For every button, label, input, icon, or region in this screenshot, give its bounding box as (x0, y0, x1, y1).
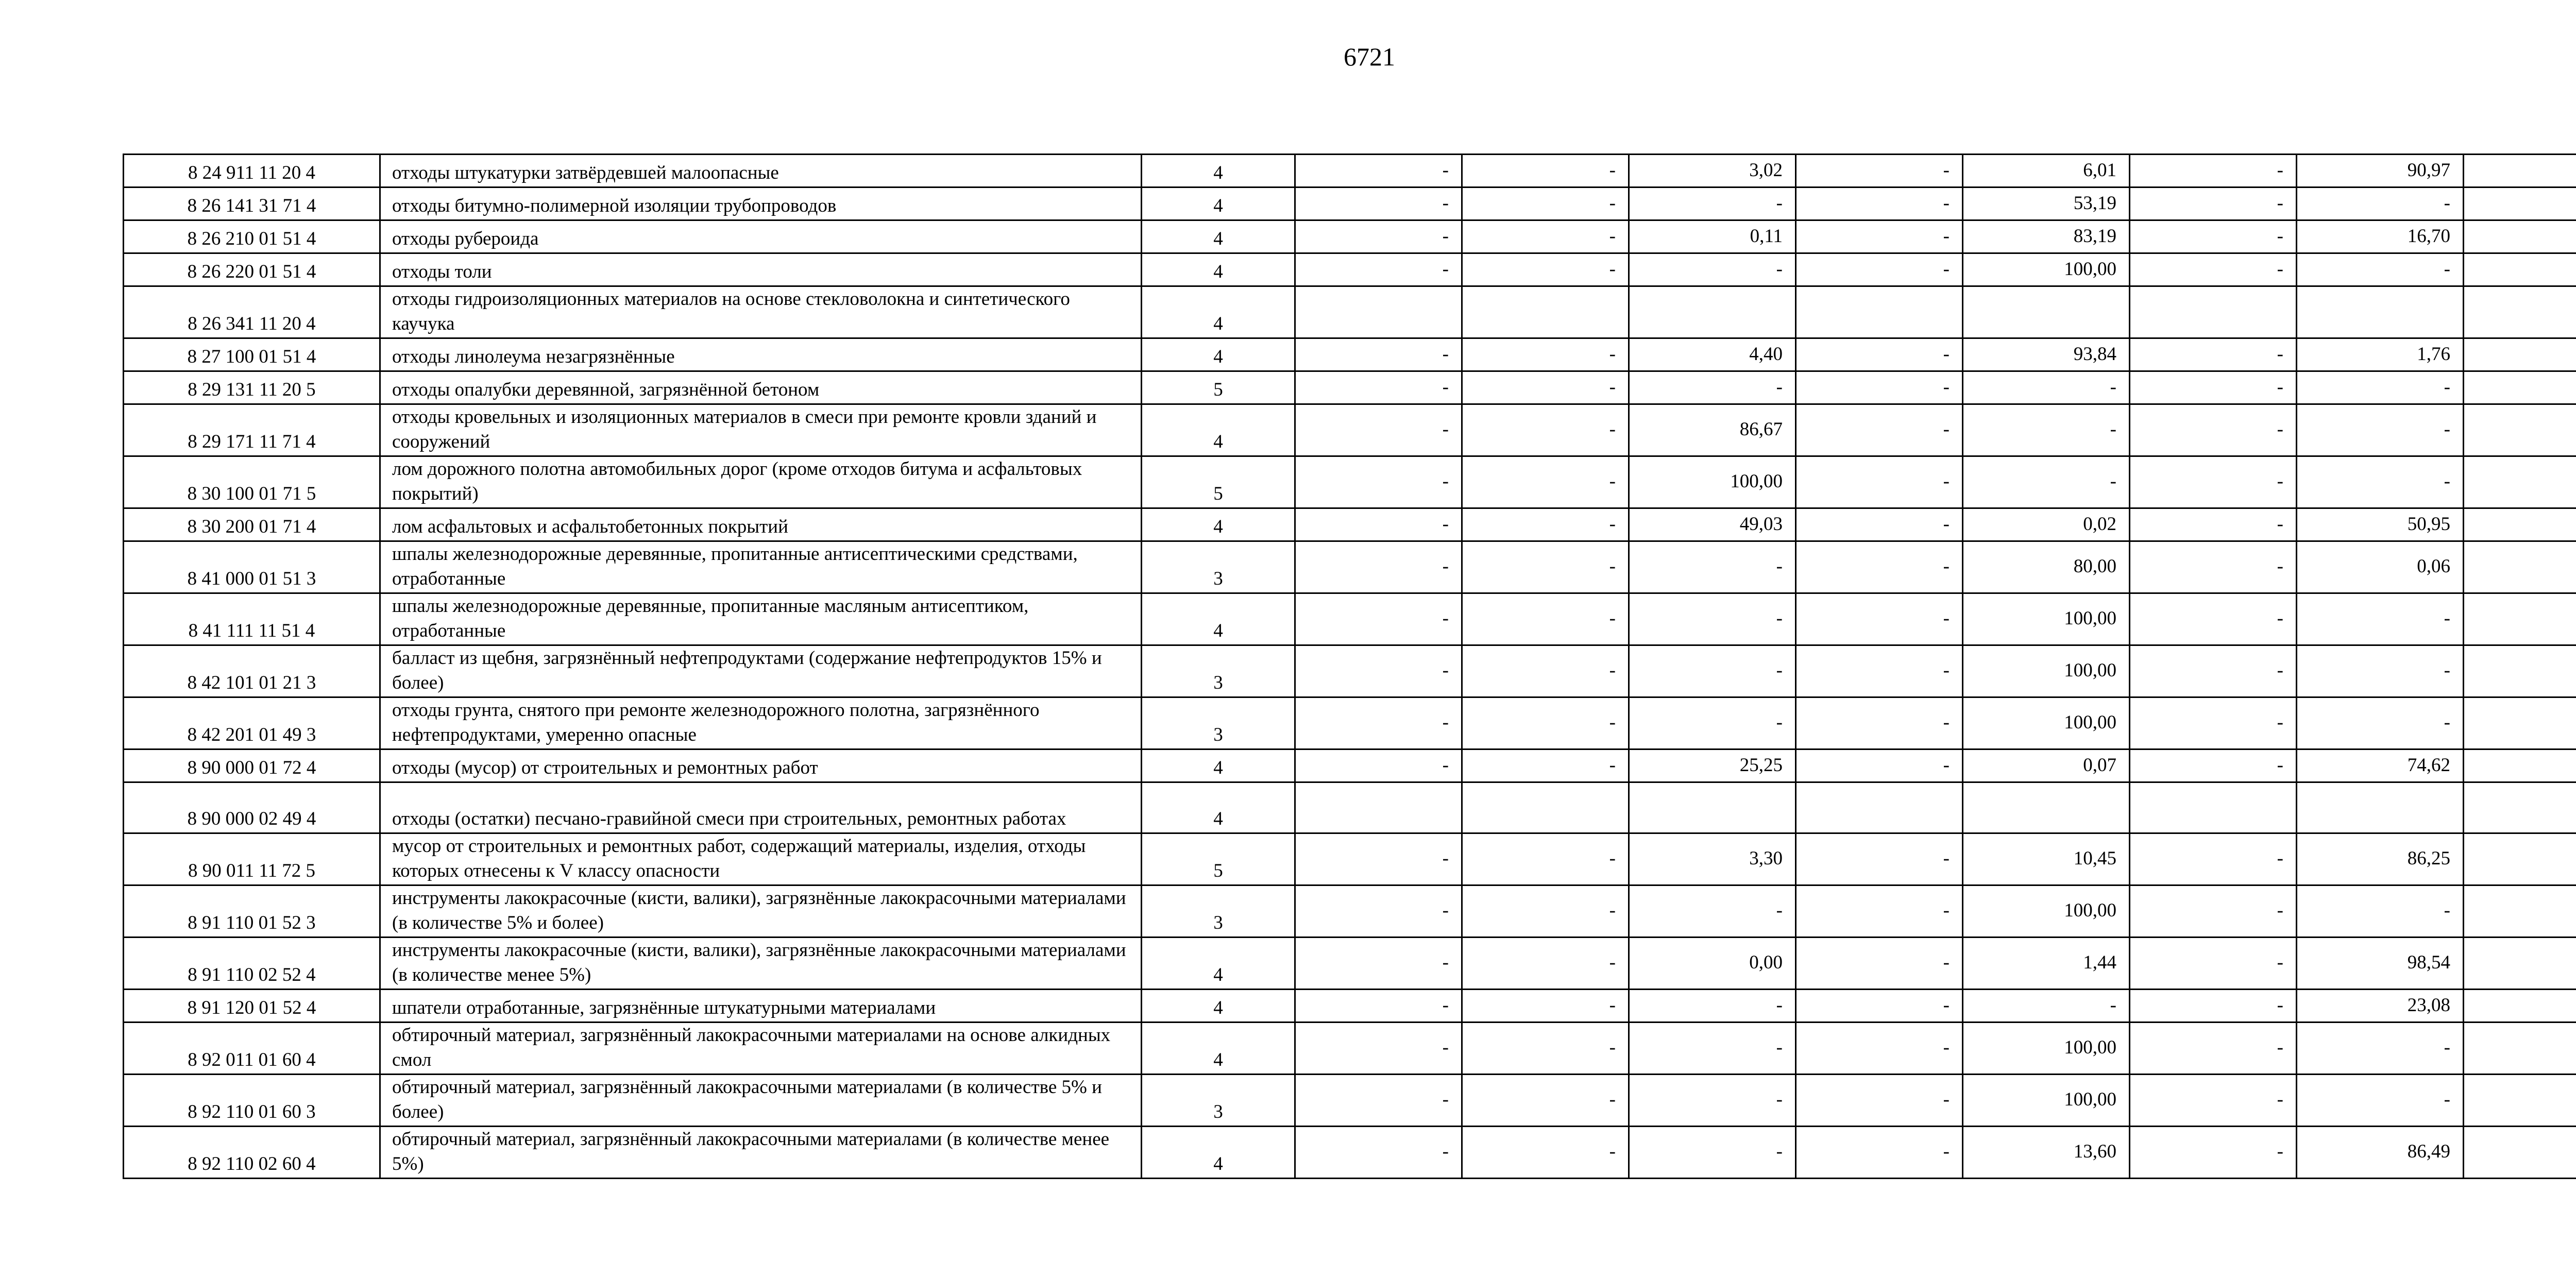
hazard-class-cell: 5 (1142, 456, 1295, 508)
value-cell-5: 100,00 (1963, 593, 2130, 645)
value-cell-6: - (2130, 508, 2297, 541)
value-cell-7: 1,76 (2297, 338, 2464, 371)
value-cell-8 (2464, 404, 2576, 456)
waste-code-cell: 8 27 100 01 51 4 (124, 338, 380, 371)
value-cell-5: 10,45 (1963, 833, 2130, 885)
waste-code-cell: 8 42 101 01 21 3 (124, 645, 380, 697)
value-cell-6: - (2130, 541, 2297, 593)
value-cell-6 (2130, 286, 2297, 338)
value-cell-3: 3,02 (1629, 155, 1796, 188)
value-cell-3: - (1629, 1075, 1796, 1127)
value-cell-1: - (1295, 404, 1462, 456)
value-cell-1: - (1295, 645, 1462, 697)
hazard-class-cell: 3 (1142, 645, 1295, 697)
table-row (124, 371, 2576, 404)
value-cell-4: - (1796, 749, 1963, 782)
table-row (124, 885, 2576, 938)
value-cell-2: - (1462, 338, 1629, 371)
hazard-class-cell: 4 (1142, 508, 1295, 541)
value-cell-5: 100,00 (1963, 885, 2130, 938)
hazard-class-cell: 4 (1142, 990, 1295, 1023)
value-cell-6: - (2130, 155, 2297, 188)
value-cell-5: 100,00 (1963, 697, 2130, 749)
value-cell-8 (2464, 188, 2576, 220)
value-cell-6: - (2130, 885, 2297, 938)
value-cell-7: - (2297, 1023, 2464, 1075)
waste-name-cell: шпалы железнодорожные деревянные, пропитанные антисептическими средствами, отработанные (380, 541, 1142, 593)
value-cell-3: - (1629, 593, 1796, 645)
value-cell-8 (2464, 885, 2576, 938)
value-cell-7: - (2297, 404, 2464, 456)
value-cell-1: - (1295, 938, 1462, 990)
value-cell-4: - (1796, 593, 1963, 645)
waste-name-cell: балласт из щебня, загрязнённый нефтепродуктами (содержание нефтепродуктов 15% и более) (380, 645, 1142, 697)
value-cell-2: - (1462, 833, 1629, 885)
value-cell-1: - (1295, 456, 1462, 508)
value-cell-8 (2464, 697, 2576, 749)
waste-name-cell: отходы гидроизоляционных материалов на основе стекловолокна и синтетического каучука (380, 286, 1142, 338)
hazard-class-cell: 4 (1142, 782, 1295, 833)
value-cell-5: 1,44 (1963, 938, 2130, 990)
value-cell-8 (2464, 286, 2576, 338)
value-cell-5: 6,01 (1963, 155, 2130, 188)
value-cell-4: - (1796, 833, 1963, 885)
value-cell-2 (1462, 782, 1629, 833)
value-cell-3: 3,30 (1629, 833, 1796, 885)
table-row (124, 338, 2576, 371)
waste-name-cell: обтирочный материал, загрязнённый лакокрасочными материалами на основе алкидных смол (380, 1023, 1142, 1075)
waste-code-cell: 8 91 110 02 52 4 (124, 938, 380, 990)
hazard-class-cell: 4 (1142, 338, 1295, 371)
value-cell-2: - (1462, 371, 1629, 404)
value-cell-4: - (1796, 220, 1963, 253)
value-cell-4 (1796, 286, 1963, 338)
value-cell-7: - (2297, 1075, 2464, 1127)
value-cell-4: - (1796, 885, 1963, 938)
hazard-class-cell: 3 (1142, 885, 1295, 938)
value-cell-1: - (1295, 697, 1462, 749)
waste-name-cell: отходы толи (380, 253, 1142, 286)
value-cell-6: - (2130, 456, 2297, 508)
value-cell-4: - (1796, 938, 1963, 990)
value-cell-2: - (1462, 1127, 1629, 1179)
value-cell-5: 100,00 (1963, 645, 2130, 697)
value-cell-5: - (1963, 404, 2130, 456)
value-cell-3: - (1629, 645, 1796, 697)
table-body (124, 155, 2576, 1179)
value-cell-4: - (1796, 371, 1963, 404)
waste-code-cell: 8 92 110 01 60 3 (124, 1075, 380, 1127)
value-cell-1 (1295, 782, 1462, 833)
value-cell-2: - (1462, 697, 1629, 749)
value-cell-8 (2464, 371, 2576, 404)
value-cell-1: - (1295, 1023, 1462, 1075)
value-cell-6: - (2130, 1127, 2297, 1179)
value-cell-6: - (2130, 253, 2297, 286)
value-cell-2: - (1462, 593, 1629, 645)
table-row (124, 220, 2576, 253)
waste-code-cell: 8 92 011 01 60 4 (124, 1023, 380, 1075)
value-cell-4: - (1796, 645, 1963, 697)
waste-name-cell: отходы линолеума незагрязнённые (380, 338, 1142, 371)
waste-name-cell: инструменты лакокрасочные (кисти, валики), загрязнённые лакокрасочными материалами (в количестве 5% и более) (380, 885, 1142, 938)
value-cell-7: - (2297, 188, 2464, 220)
value-cell-5: 100,00 (1963, 253, 2130, 286)
value-cell-3: - (1629, 541, 1796, 593)
table-row (124, 938, 2576, 990)
value-cell-8 (2464, 938, 2576, 990)
page-number: 6721 (1344, 42, 1395, 71)
waste-code-cell: 8 42 201 01 49 3 (124, 697, 380, 749)
waste-table (123, 154, 2576, 1179)
value-cell-8 (2464, 155, 2576, 188)
value-cell-6: - (2130, 645, 2297, 697)
hazard-class-cell: 4 (1142, 749, 1295, 782)
value-cell-8 (2464, 1023, 2576, 1075)
waste-code-cell: 8 24 911 11 20 4 (124, 155, 380, 188)
value-cell-2: - (1462, 1075, 1629, 1127)
table-row (124, 645, 2576, 697)
table-row (124, 990, 2576, 1023)
waste-code-cell: 8 29 171 11 71 4 (124, 404, 380, 456)
value-cell-7: 50,95 (2297, 508, 2464, 541)
value-cell-6: - (2130, 1023, 2297, 1075)
value-cell-6 (2130, 782, 2297, 833)
value-cell-8 (2464, 253, 2576, 286)
value-cell-7: 16,70 (2297, 220, 2464, 253)
value-cell-1: - (1295, 749, 1462, 782)
hazard-class-cell: 4 (1142, 938, 1295, 990)
value-cell-3: - (1629, 990, 1796, 1023)
waste-name-cell: отходы битумно-полимерной изоляции трубопроводов (380, 188, 1142, 220)
waste-name-cell: отходы рубероида (380, 220, 1142, 253)
value-cell-4: - (1796, 697, 1963, 749)
value-cell-3: - (1629, 697, 1796, 749)
table-row (124, 1127, 2576, 1179)
value-cell-8 (2464, 220, 2576, 253)
waste-code-cell: 8 90 000 01 72 4 (124, 749, 380, 782)
value-cell-2: - (1462, 885, 1629, 938)
value-cell-2: - (1462, 508, 1629, 541)
value-cell-1: - (1295, 990, 1462, 1023)
value-cell-2: - (1462, 456, 1629, 508)
value-cell-4: - (1796, 456, 1963, 508)
table-row (124, 749, 2576, 782)
table-row (124, 456, 2576, 508)
value-cell-8 (2464, 508, 2576, 541)
value-cell-3: - (1629, 1127, 1796, 1179)
value-cell-7: 23,08 (2297, 990, 2464, 1023)
value-cell-7: 98,54 (2297, 938, 2464, 990)
value-cell-3: 4,40 (1629, 338, 1796, 371)
value-cell-3 (1629, 782, 1796, 833)
value-cell-1: - (1295, 220, 1462, 253)
value-cell-1: - (1295, 885, 1462, 938)
waste-name-cell: отходы (мусор) от строительных и ремонтных работ (380, 749, 1142, 782)
value-cell-2: - (1462, 749, 1629, 782)
value-cell-3: 25,25 (1629, 749, 1796, 782)
value-cell-4: - (1796, 404, 1963, 456)
value-cell-6: - (2130, 1075, 2297, 1127)
value-cell-4: - (1796, 338, 1963, 371)
value-cell-5 (1963, 286, 2130, 338)
hazard-class-cell: 5 (1142, 371, 1295, 404)
waste-name-cell: обтирочный материал, загрязнённый лакокрасочными материалами (в количестве менее 5%) (380, 1127, 1142, 1179)
table-row (124, 697, 2576, 749)
value-cell-8 (2464, 1075, 2576, 1127)
value-cell-1 (1295, 286, 1462, 338)
value-cell-5: - (1963, 456, 2130, 508)
hazard-class-cell: 4 (1142, 1127, 1295, 1179)
value-cell-4: - (1796, 1023, 1963, 1075)
value-cell-7 (2297, 286, 2464, 338)
value-cell-1: - (1295, 155, 1462, 188)
value-cell-5: 93,84 (1963, 338, 2130, 371)
waste-code-cell: 8 26 210 01 51 4 (124, 220, 380, 253)
waste-name-cell: шпалы железнодорожные деревянные, пропитанные масляным антисептиком, отработанные (380, 593, 1142, 645)
value-cell-5: - (1963, 371, 2130, 404)
value-cell-4: - (1796, 990, 1963, 1023)
waste-name-cell: шпатели отработанные, загрязнённые штукатурными материалами (380, 990, 1142, 1023)
value-cell-4: - (1796, 541, 1963, 593)
table-row (124, 541, 2576, 593)
value-cell-1: - (1295, 593, 1462, 645)
value-cell-4 (1796, 782, 1963, 833)
value-cell-3: 49,03 (1629, 508, 1796, 541)
value-cell-5: 100,00 (1963, 1023, 2130, 1075)
waste-name-cell: лом асфальтовых и асфальтобетонных покрытий (380, 508, 1142, 541)
value-cell-8 (2464, 990, 2576, 1023)
value-cell-2: - (1462, 1023, 1629, 1075)
value-cell-5: 0,02 (1963, 508, 2130, 541)
value-cell-7: - (2297, 371, 2464, 404)
value-cell-8 (2464, 645, 2576, 697)
table-row (124, 404, 2576, 456)
value-cell-5: 13,60 (1963, 1127, 2130, 1179)
hazard-class-cell: 5 (1142, 833, 1295, 885)
value-cell-3: - (1629, 188, 1796, 220)
value-cell-3: 0,11 (1629, 220, 1796, 253)
waste-name-cell: отходы (остатки) песчано-гравийной смеси при строительных, ремонтных работах (380, 782, 1142, 833)
value-cell-7: 86,25 (2297, 833, 2464, 885)
value-cell-6: - (2130, 593, 2297, 645)
value-cell-6: - (2130, 749, 2297, 782)
hazard-class-cell: 4 (1142, 253, 1295, 286)
value-cell-5: 53,19 (1963, 188, 2130, 220)
value-cell-5: - (1963, 990, 2130, 1023)
value-cell-6: - (2130, 404, 2297, 456)
value-cell-4: - (1796, 508, 1963, 541)
value-cell-4: - (1796, 253, 1963, 286)
value-cell-2: - (1462, 645, 1629, 697)
value-cell-7: - (2297, 885, 2464, 938)
value-cell-6: - (2130, 371, 2297, 404)
waste-code-cell: 8 91 110 01 52 3 (124, 885, 380, 938)
value-cell-7: - (2297, 456, 2464, 508)
waste-code-cell: 8 41 000 01 51 3 (124, 541, 380, 593)
value-cell-1: - (1295, 833, 1462, 885)
table-row (124, 508, 2576, 541)
waste-name-cell: отходы кровельных и изоляционных материалов в смеси при ремонте кровли зданий и сооружений (380, 404, 1142, 456)
value-cell-1: - (1295, 508, 1462, 541)
value-cell-2 (1462, 286, 1629, 338)
hazard-class-cell: 3 (1142, 1075, 1295, 1127)
table-row (124, 286, 2576, 338)
value-cell-2: - (1462, 155, 1629, 188)
waste-name-cell: обтирочный материал, загрязнённый лакокрасочными материалами (в количестве 5% и более) (380, 1075, 1142, 1127)
hazard-class-cell: 4 (1142, 188, 1295, 220)
value-cell-2: - (1462, 541, 1629, 593)
value-cell-5: 83,19 (1963, 220, 2130, 253)
value-cell-2: - (1462, 938, 1629, 990)
value-cell-6: - (2130, 833, 2297, 885)
value-cell-5: 0,07 (1963, 749, 2130, 782)
value-cell-6: - (2130, 338, 2297, 371)
value-cell-2: - (1462, 990, 1629, 1023)
waste-code-cell: 8 29 131 11 20 5 (124, 371, 380, 404)
value-cell-3: - (1629, 885, 1796, 938)
value-cell-1: - (1295, 188, 1462, 220)
value-cell-7: 86,49 (2297, 1127, 2464, 1179)
hazard-class-cell: 4 (1142, 155, 1295, 188)
waste-code-cell: 8 90 011 11 72 5 (124, 833, 380, 885)
value-cell-5 (1963, 782, 2130, 833)
value-cell-6: - (2130, 697, 2297, 749)
value-cell-6: - (2130, 220, 2297, 253)
waste-code-cell: 8 26 341 11 20 4 (124, 286, 380, 338)
hazard-class-cell: 4 (1142, 404, 1295, 456)
value-cell-7: 90,97 (2297, 155, 2464, 188)
waste-code-cell: 8 26 220 01 51 4 (124, 253, 380, 286)
waste-code-cell: 8 91 120 01 52 4 (124, 990, 380, 1023)
waste-name-cell: мусор от строительных и ремонтных работ, содержащий материалы, изделия, отходы которых отнесены к V классу опасности (380, 833, 1142, 885)
hazard-class-cell: 4 (1142, 286, 1295, 338)
value-cell-3: 0,00 (1629, 938, 1796, 990)
value-cell-1: - (1295, 1127, 1462, 1179)
value-cell-3: 100,00 (1629, 456, 1796, 508)
value-cell-7: 74,62 (2297, 749, 2464, 782)
waste-code-cell: 8 90 000 02 49 4 (124, 782, 380, 833)
waste-code-cell: 8 41 111 11 51 4 (124, 593, 380, 645)
table-row (124, 1075, 2576, 1127)
value-cell-4: - (1796, 155, 1963, 188)
value-cell-4: - (1796, 188, 1963, 220)
table-row (124, 253, 2576, 286)
value-cell-8 (2464, 782, 2576, 833)
value-cell-2: - (1462, 253, 1629, 286)
table-row (124, 188, 2576, 220)
table-row (124, 1023, 2576, 1075)
table-row (124, 833, 2576, 885)
value-cell-3: - (1629, 371, 1796, 404)
waste-code-cell: 8 92 110 02 60 4 (124, 1127, 380, 1179)
value-cell-4: - (1796, 1075, 1963, 1127)
waste-name-cell: отходы грунта, снятого при ремонте железнодорожного полотна, загрязнённого нефтепродуктами, умеренно опасные (380, 697, 1142, 749)
table-row (124, 593, 2576, 645)
value-cell-1: - (1295, 541, 1462, 593)
hazard-class-cell: 4 (1142, 220, 1295, 253)
value-cell-1: - (1295, 371, 1462, 404)
table-row (124, 782, 2576, 833)
value-cell-7: - (2297, 645, 2464, 697)
value-cell-8 (2464, 338, 2576, 371)
waste-code-cell: 8 26 141 31 71 4 (124, 188, 380, 220)
value-cell-7: - (2297, 253, 2464, 286)
hazard-class-cell: 4 (1142, 593, 1295, 645)
value-cell-1: - (1295, 338, 1462, 371)
value-cell-8 (2464, 749, 2576, 782)
waste-name-cell: лом дорожного полотна автомобильных дорог (кроме отходов битума и асфальтовых покрытий) (380, 456, 1142, 508)
value-cell-8 (2464, 1127, 2576, 1179)
value-cell-5: 80,00 (1963, 541, 2130, 593)
value-cell-2: - (1462, 220, 1629, 253)
value-cell-7: - (2297, 697, 2464, 749)
value-cell-3: - (1629, 1023, 1796, 1075)
value-cell-7: - (2297, 593, 2464, 645)
value-cell-8 (2464, 593, 2576, 645)
value-cell-6: - (2130, 188, 2297, 220)
waste-code-cell: 8 30 200 01 71 4 (124, 508, 380, 541)
value-cell-7 (2297, 782, 2464, 833)
value-cell-8 (2464, 456, 2576, 508)
value-cell-8 (2464, 833, 2576, 885)
value-cell-3: - (1629, 253, 1796, 286)
value-cell-8 (2464, 541, 2576, 593)
hazard-class-cell: 3 (1142, 697, 1295, 749)
table-row (124, 155, 2576, 188)
value-cell-7: 0,06 (2297, 541, 2464, 593)
value-cell-6: - (2130, 938, 2297, 990)
value-cell-1: - (1295, 1075, 1462, 1127)
waste-code-cell: 8 30 100 01 71 5 (124, 456, 380, 508)
waste-name-cell: инструменты лакокрасочные (кисти, валики), загрязнённые лакокрасочными материалами (в количестве менее 5%) (380, 938, 1142, 990)
waste-name-cell: отходы опалубки деревянной, загрязнённой бетоном (380, 371, 1142, 404)
value-cell-4: - (1796, 1127, 1963, 1179)
waste-name-cell: отходы штукатурки затвёрдевшей малоопасные (380, 155, 1142, 188)
value-cell-1: - (1295, 253, 1462, 286)
value-cell-6: - (2130, 990, 2297, 1023)
value-cell-3: 86,67 (1629, 404, 1796, 456)
value-cell-2: - (1462, 404, 1629, 456)
value-cell-2: - (1462, 188, 1629, 220)
value-cell-5: 100,00 (1963, 1075, 2130, 1127)
hazard-class-cell: 4 (1142, 1023, 1295, 1075)
value-cell-3 (1629, 286, 1796, 338)
hazard-class-cell: 3 (1142, 541, 1295, 593)
